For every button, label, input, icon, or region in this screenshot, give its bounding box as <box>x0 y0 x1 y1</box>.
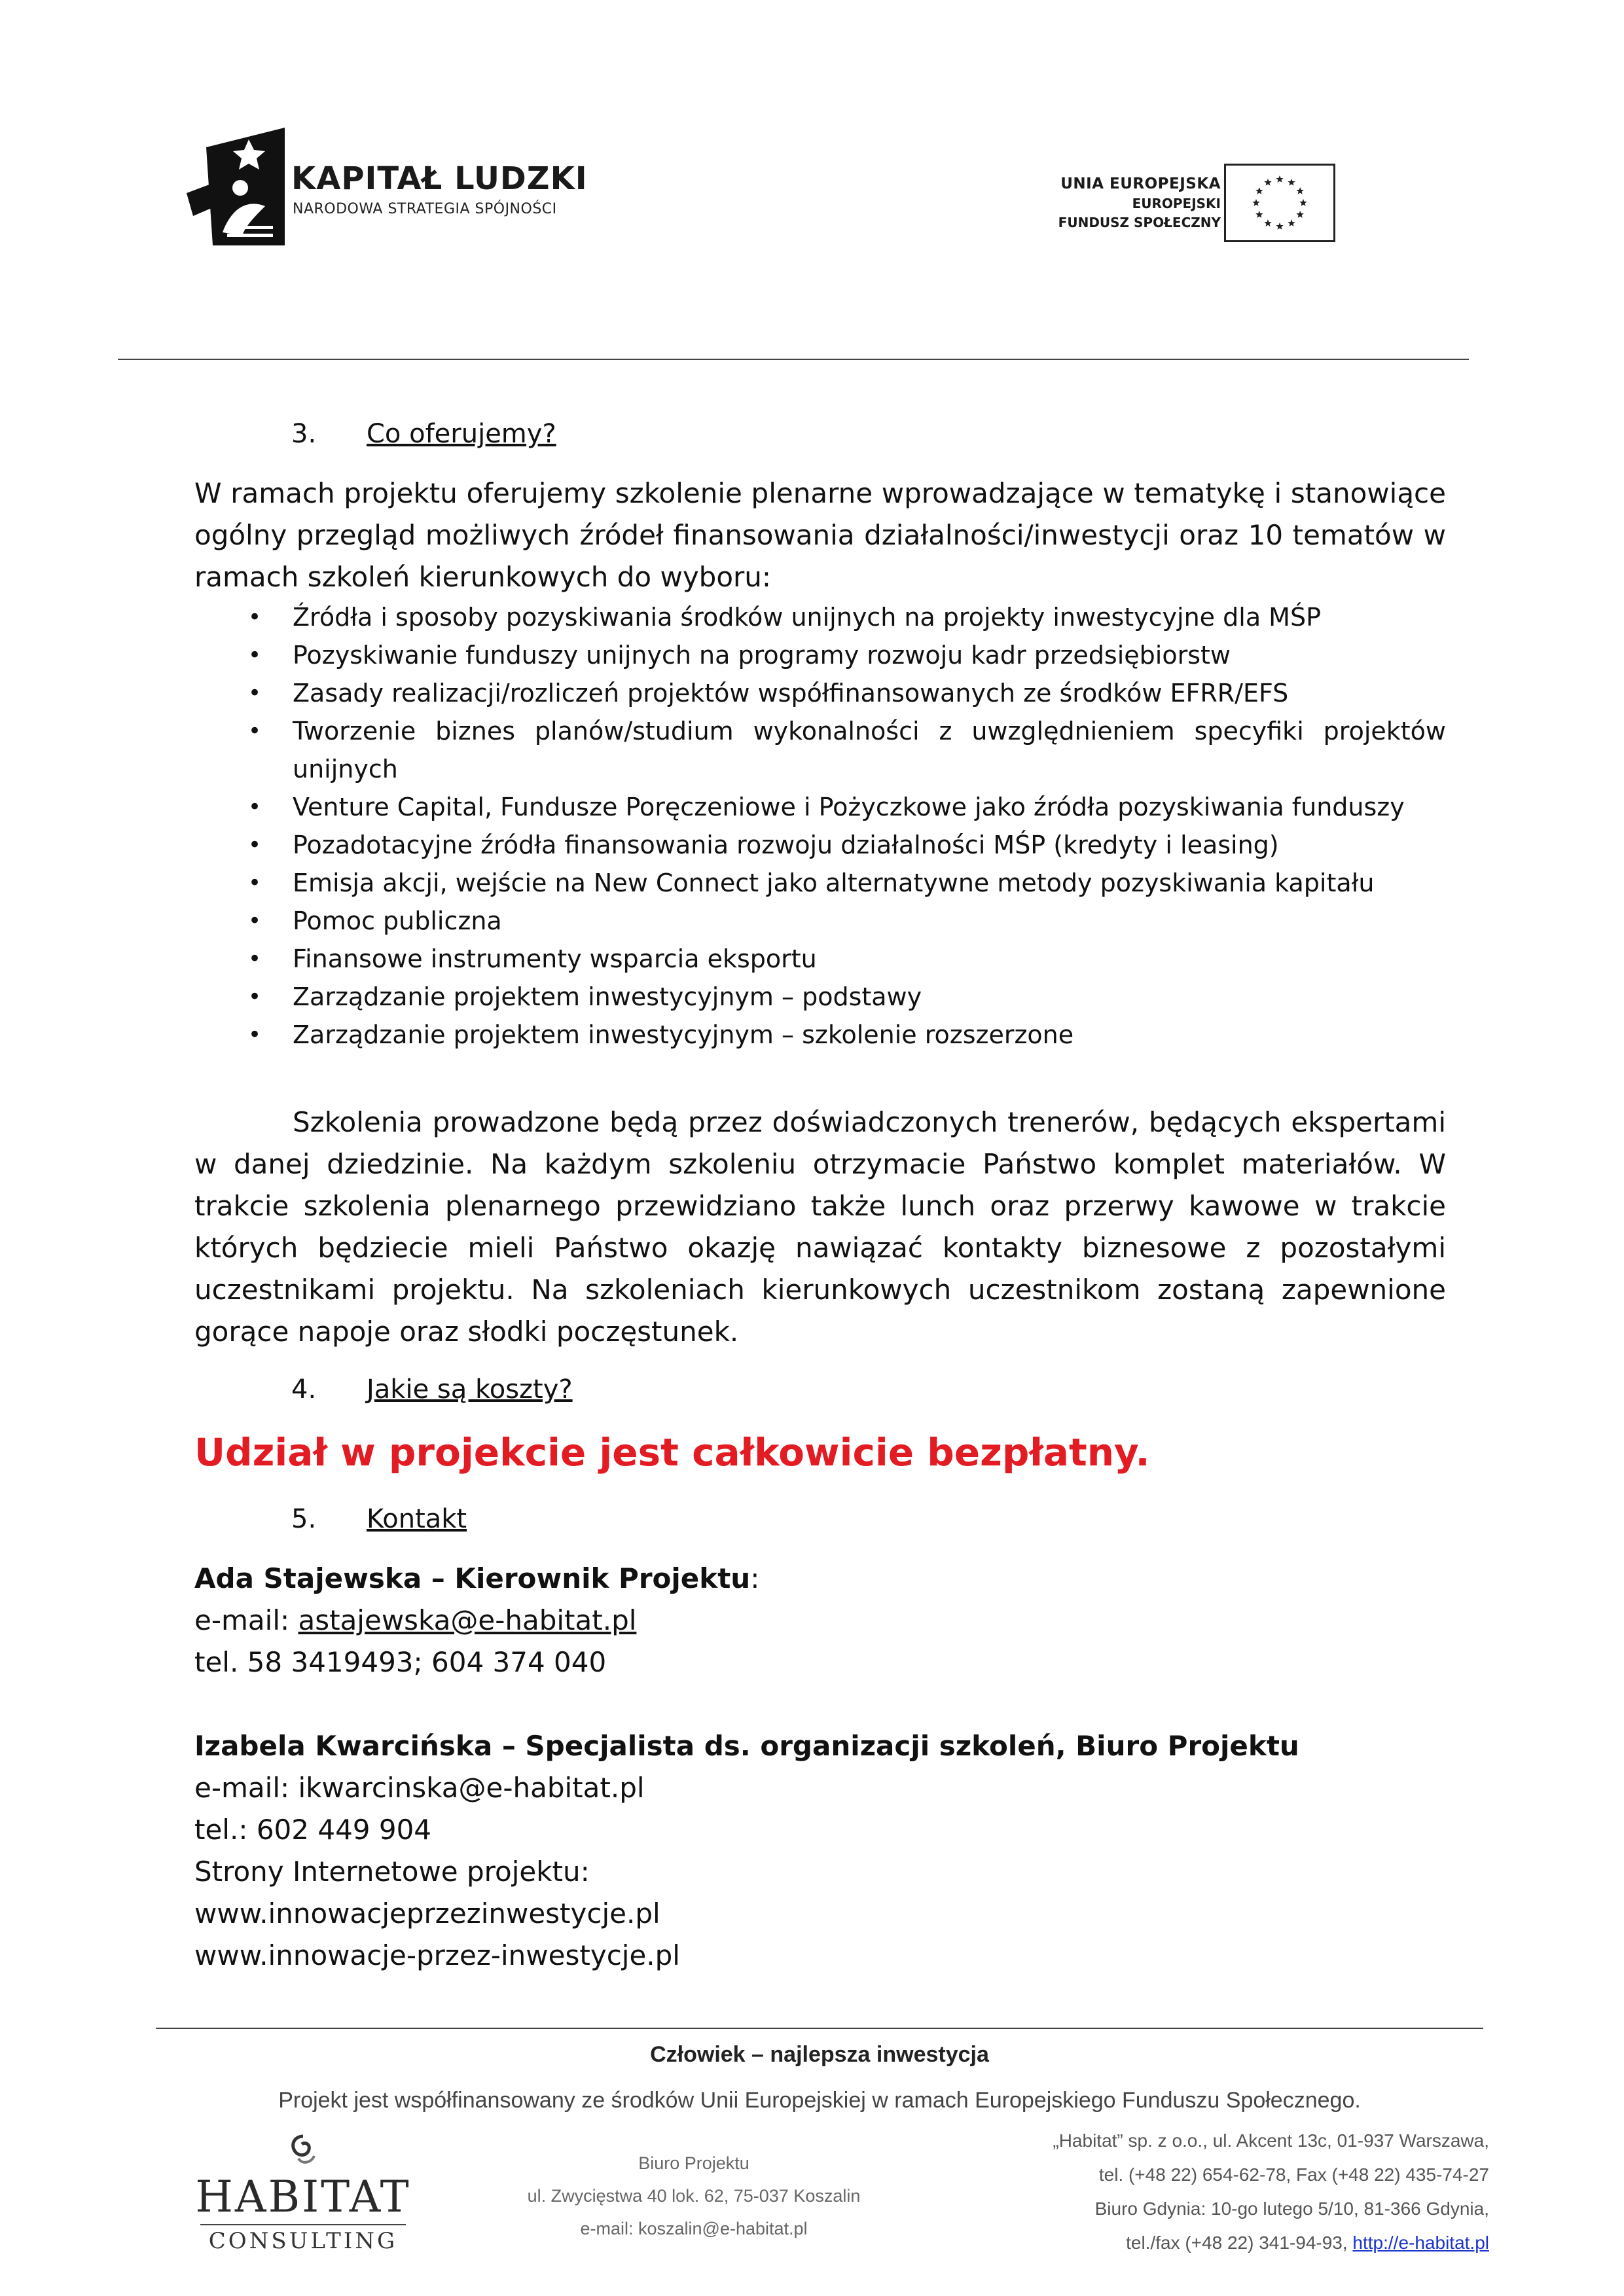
office-address: ul. Zwycięstwa 40 lok. 62, 75-037 Koszalin <box>527 2186 861 2206</box>
eu-efs-logo <box>1034 164 1335 245</box>
list-item: • Pomoc publiczna <box>248 906 502 935</box>
eu-star-icon <box>1299 199 1307 206</box>
section-3-intro: W ramach projektu oferujemy szkolenie plenarne wprowadzające w tematykę i stanowiące ogólny przegląd możliwych źródeł finansowania działalności/inwestycji oraz 10 tematów w ramach szkoleń kierunkowych do wyboru: <box>194 477 1446 593</box>
eu-star-icon <box>1276 175 1283 183</box>
person-2-name: Izabela Kwarcińska – Specjalista ds. organizacji szkoleń, Biuro Projektu <box>194 1730 1299 1762</box>
section-4-title: Jakie są koszty? <box>367 1374 573 1405</box>
eu-star-icon <box>1296 187 1303 194</box>
list-item: • Emisja akcji, wejście na New Connect jako alternatywne metody pozyskiwania kapitału <box>248 869 1375 897</box>
company-line-2: tel. (+48 22) 654-62-78, Fax (+48 22) 435-74-27 <box>1098 2164 1489 2185</box>
list-item: • Tworzenie biznes planów/studium wykonalności z uwzględnieniem specyfiki projektów unijnych <box>248 717 1446 783</box>
training-topics-list <box>194 598 1446 1054</box>
kapital-ludzki-emblem-icon <box>187 128 298 245</box>
free-participation-notice: Udział w projekcie jest całkowicie bezpłatny. <box>194 1430 1150 1475</box>
email-label: e-mail: <box>194 1604 298 1636</box>
contact-person-1: Ada Stajewska – Kierownik Projektu: e-mail: astajewska@e-habitat.pl tel. 58 3419493; 604 374 040 <box>194 1558 759 1683</box>
section-5-heading <box>291 1504 467 1534</box>
website-1: www.innowacjeprzezinwestycje.pl <box>194 1897 660 1929</box>
person-1-phone: tel. 58 3419493; 604 374 040 <box>194 1646 607 1678</box>
eu-star-icon <box>1252 199 1259 206</box>
office-email: e-mail: koszalin@e-habitat.pl <box>580 2219 808 2238</box>
header-divider <box>118 359 1469 360</box>
project-office <box>511 2147 877 2245</box>
eu-line-3: FUNDUSZ SPOŁECZNY <box>1058 215 1221 230</box>
eu-text <box>1058 175 1221 230</box>
contact-person-2 <box>194 1725 1299 1977</box>
company-line-1: „Habitat” sp. z o.o., ul. Akcent 13c, 01-937 Warszawa, <box>1053 2130 1489 2151</box>
eu-star-icon <box>1264 179 1271 186</box>
habitat-name: HABITAT <box>195 2172 411 2222</box>
person-1-email-link[interactable]: astajewska@e-habitat.pl <box>298 1604 637 1636</box>
person-2-phone: tel.: 602 449 904 <box>194 1814 432 1846</box>
company-line-3: Biuro Gdynia: 10-go lutego 5/10, 81-366 Gdynia, <box>1094 2198 1489 2219</box>
websites-label: Strony Internetowe projektu: <box>194 1856 590 1888</box>
habitat-underline <box>200 2224 406 2225</box>
habitat-consulting-logo <box>195 2132 411 2254</box>
section-4-number: 4. <box>291 1374 317 1405</box>
list-item: • Pozyskiwanie funduszy unijnych na programy rozwoju kadr przedsiębiorstw <box>248 641 1231 670</box>
eu-star-icon <box>1264 219 1271 226</box>
company-website-link[interactable]: http://e-habitat.pl <box>1352 2233 1489 2253</box>
habitat-swirl-icon <box>287 2132 319 2170</box>
habitat-sub: CONSULTING <box>208 2228 398 2254</box>
list-item: • Źródła i sposoby pozyskiwania środków unijnych na projekty inwestycyjne dla MŚP <box>248 603 1322 632</box>
footer-divider <box>156 2028 1483 2029</box>
section-3-title: Co oferujemy? <box>367 419 556 449</box>
eu-flag-icon <box>1224 164 1335 242</box>
person-2-email: e-mail: ikwarcinska@e-habitat.pl <box>194 1772 645 1804</box>
section-5-title: Kontakt <box>367 1504 467 1534</box>
eu-star-icon <box>1288 219 1295 226</box>
section-5-number: 5. <box>291 1504 317 1534</box>
section-3-heading <box>291 419 556 449</box>
list-item: • Zasady realizacji/rozliczeń projektów współfinansowanych ze środków EFRR/EFS <box>248 679 1289 708</box>
kapital-ludzki-logo <box>187 128 588 245</box>
trainers-paragraph: Szkolenia prowadzone będą przez doświadczonych trenerów, będących ekspertami w danej dziedzinie. Na każdym szkoleniu otrzymacie Państwo komplet materiałów. W trakcie szkolenia plenarnego przewidziano także lunch oraz przerwy kawowe w trakcie których będziecie mieli Państwo okazję nawiązać kontakty biznesowe z pozostałymi uczestnikami projektu. Na szkoleniach kierunkowych uczestnikom zostaną zapewnione gorące napoje oraz słodki poczęstunek. <box>194 1106 1446 1348</box>
list-item: • Zarządzanie projektem inwestycyjnym – podstawy <box>248 982 922 1011</box>
kapital-ludzki-title: KAPITAŁ LUDZKI <box>291 160 588 197</box>
person-1-name: Ada Stajewska – Kierownik Projektu <box>194 1562 751 1594</box>
office-title: Biuro Projektu <box>638 2153 749 2173</box>
kapital-ludzki-subtitle: NARODOWA STRATEGIA SPÓJNOŚCI <box>293 201 557 217</box>
footer-cofinanced: Projekt jest współfinansowany ze środków Unii Europejskiej w ramach Europejskiego Funduszu Społecznego. <box>278 2088 1361 2113</box>
eu-star-icon <box>1288 179 1295 186</box>
eu-line-2: EUROPEJSKI <box>1132 196 1221 211</box>
section-4-heading <box>291 1374 573 1405</box>
list-item: • Venture Capital, Fundusze Poręczeniowe i Pożyczkowe jako źródła pozyskiwania funduszy <box>248 793 1405 821</box>
section-3-number: 3. <box>291 419 317 449</box>
company-info <box>1008 2124 1489 2260</box>
list-item: • Finansowe instrumenty wsparcia eksportu <box>248 944 817 973</box>
eu-star-icon <box>1255 211 1263 218</box>
eu-star-icon <box>1276 223 1283 230</box>
list-item: • Pozadotacyjne źródła finansowania rozwoju działalności MŚP (kredyty i leasing) <box>248 831 1279 859</box>
website-2: www.innowacje-przez-inwestycje.pl <box>194 1939 680 1971</box>
eu-star-icon <box>1255 187 1263 194</box>
list-item: • Zarządzanie projektem inwestycyjnym – szkolenie rozszerzone <box>248 1020 1074 1049</box>
footer-slogan: Człowiek – najlepsza inwestycja <box>650 2042 989 2067</box>
company-line-4: tel./fax (+48 22) 341-94-93, <box>1126 2233 1353 2253</box>
eu-star-icon <box>1296 211 1303 218</box>
eu-line-1: UNIA EUROPEJSKA <box>1060 175 1221 192</box>
